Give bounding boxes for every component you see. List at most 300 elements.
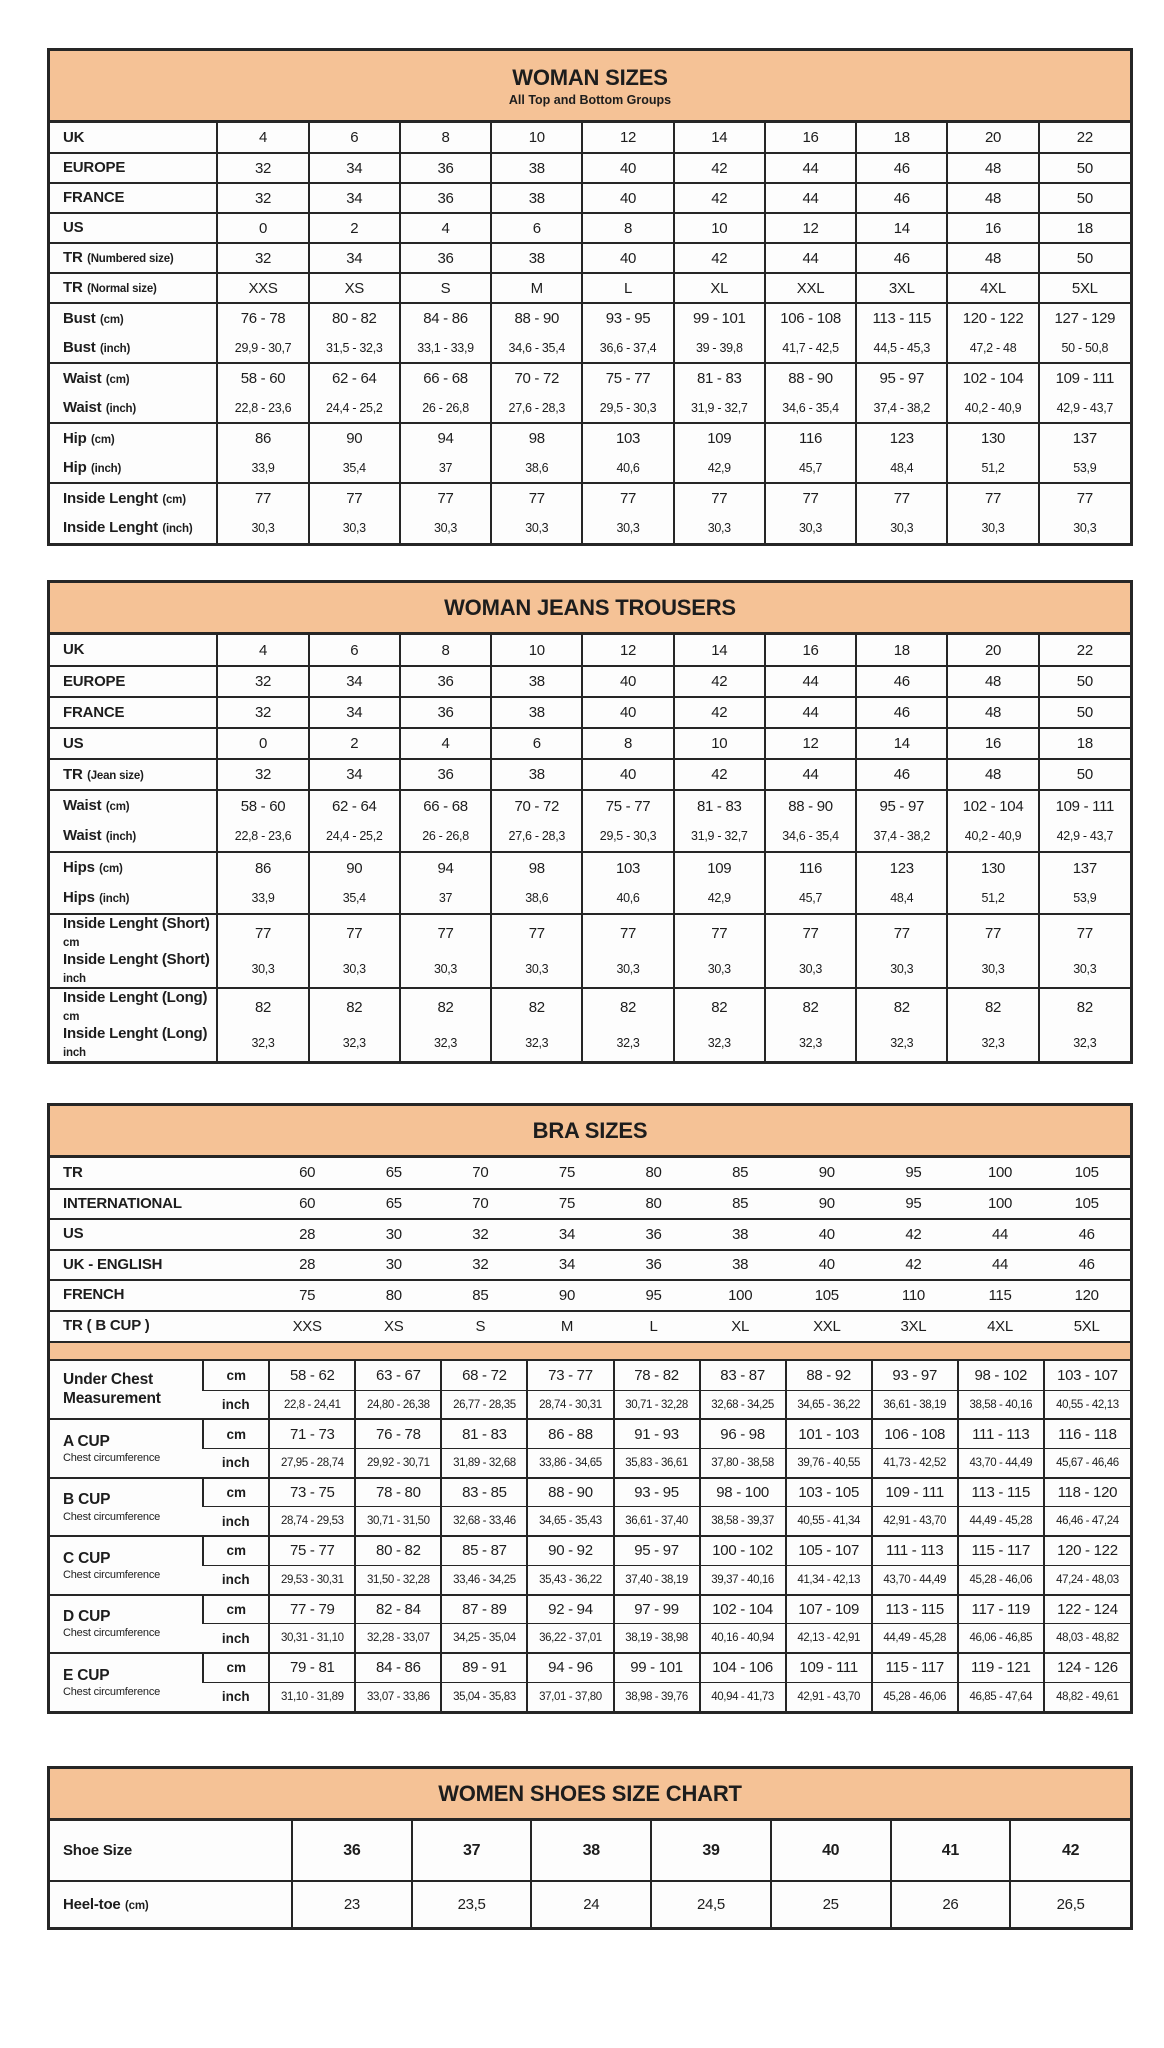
- table-cell: 120 - 122: [947, 303, 1038, 333]
- table-row: [50, 393, 1130, 423]
- table-cell: 53,9: [1039, 883, 1130, 914]
- table-cell: 29,5 - 30,3: [582, 393, 673, 423]
- table-cell: 45,7: [765, 883, 856, 914]
- table-cell: 23,5: [412, 1881, 532, 1927]
- row-label-text: EUROPE: [63, 672, 126, 690]
- table-cell: 30,71 - 32,28: [614, 1390, 700, 1419]
- table-cell: 40,6: [582, 453, 673, 483]
- table-cell: 32,3: [400, 1025, 491, 1061]
- row-label: [50, 951, 217, 988]
- table-cell: M: [524, 1311, 611, 1342]
- table-row: [50, 1390, 1130, 1419]
- table-cell: 66 - 68: [400, 363, 491, 393]
- table-cell: 35,83 - 36,61: [614, 1449, 700, 1478]
- table-cell: 38: [491, 153, 582, 183]
- table-cell: 32: [437, 1250, 524, 1281]
- table-cell: 75 - 77: [582, 790, 673, 821]
- table-cell: 35,4: [309, 883, 400, 914]
- table-cell: 102 - 104: [947, 790, 1038, 821]
- table-row: [50, 453, 1130, 483]
- table-title: BRA SIZES: [532, 1117, 648, 1143]
- table-cell: 98 - 100: [700, 1478, 786, 1507]
- table-cell: 32,28 - 33,07: [355, 1624, 441, 1653]
- table-cell: 80 - 82: [309, 303, 400, 333]
- row-label: [50, 183, 217, 213]
- separator-band: [50, 1341, 1130, 1361]
- table-cell: 40: [582, 759, 673, 790]
- table-cell: 14: [674, 123, 765, 153]
- table-cell: 3XL: [870, 1311, 957, 1342]
- table-cell: 38: [491, 759, 582, 790]
- table-cell: 33,46 - 34,25: [441, 1565, 527, 1594]
- row-label: [50, 483, 217, 513]
- table-cell: 38: [531, 1821, 651, 1881]
- table-cell: 68 - 72: [441, 1361, 527, 1390]
- table-cell: 76 - 78: [217, 303, 308, 333]
- table-cell: 34: [309, 153, 400, 183]
- table-cell: 60: [264, 1158, 351, 1189]
- table-cell: 120 - 122: [1044, 1536, 1130, 1565]
- table-cell: 4: [400, 728, 491, 759]
- row-label-text: UK: [63, 128, 85, 146]
- cup-label-text: B CUP: [63, 1491, 111, 1509]
- row-label-unit: (cm): [100, 313, 124, 326]
- table-cell: 38,6: [491, 883, 582, 914]
- table-cell: 37: [412, 1821, 532, 1881]
- table-cell: 40: [582, 697, 673, 728]
- table-cell: 48,82 - 49,61: [1044, 1682, 1130, 1711]
- table-cell: 36,22 - 37,01: [527, 1624, 613, 1653]
- table-cell: 90: [524, 1280, 611, 1311]
- table-row: [50, 243, 1130, 273]
- table-cell: 97 - 99: [614, 1595, 700, 1624]
- table-cell: 33,9: [217, 883, 308, 914]
- table-row: [50, 1280, 1130, 1311]
- row-label: [50, 1821, 292, 1881]
- table-cell: 50: [1039, 153, 1130, 183]
- table-header: [50, 1769, 1130, 1821]
- table-cell: 44: [765, 243, 856, 273]
- table-cell: 82: [674, 988, 765, 1025]
- table-cell: 42,9 - 43,7: [1039, 393, 1130, 423]
- row-label-text: Inside Lenght (Long): [63, 989, 208, 1006]
- table-cell: 30,3: [1039, 513, 1130, 543]
- table-cell: 42: [1010, 1821, 1130, 1881]
- cup-label-subtext: Chest circumference: [63, 1627, 161, 1640]
- table-cell: 105 - 107: [786, 1536, 872, 1565]
- unit-label: inch: [203, 1682, 269, 1711]
- table-cell: 48,4: [856, 883, 947, 914]
- table-cell: 44: [957, 1250, 1044, 1281]
- unit-label: cm: [203, 1419, 269, 1448]
- table-cell: 42,9: [674, 453, 765, 483]
- table-cell: 85: [697, 1158, 784, 1189]
- unit-label: inch: [203, 1507, 269, 1536]
- table-cell: 77: [1039, 914, 1130, 951]
- table-cell: 38: [491, 183, 582, 213]
- table-cell: 46,06 - 46,85: [958, 1624, 1044, 1653]
- table-row: [50, 153, 1130, 183]
- cup-label: [50, 1536, 203, 1594]
- table-cell: 30,3: [765, 513, 856, 543]
- table-cell: 32,3: [309, 1025, 400, 1061]
- table-cell: 86: [217, 852, 308, 883]
- table-header: [50, 583, 1130, 635]
- unit-label: cm: [203, 1595, 269, 1624]
- row-label-text: Waist: [63, 827, 102, 844]
- table-cell: 80 - 82: [355, 1536, 441, 1565]
- table-cell: 0: [217, 728, 308, 759]
- row-label: [50, 790, 217, 821]
- table-cell: 30,3: [947, 951, 1038, 988]
- table-cell: 32: [217, 153, 308, 183]
- table-cell: 39: [651, 1821, 771, 1881]
- table-cell: 30,3: [217, 951, 308, 988]
- table-row: [50, 1682, 1130, 1711]
- row-label: [50, 914, 217, 951]
- row-label: [50, 363, 217, 393]
- table-cell: 4: [217, 635, 308, 666]
- table-cell: XL: [674, 273, 765, 303]
- row-label-text: Waist: [63, 369, 102, 387]
- table-row: [50, 1219, 1130, 1250]
- table-cell: 51,2: [947, 883, 1038, 914]
- row-label-text: US: [63, 734, 84, 752]
- table-cell: 73 - 75: [269, 1478, 355, 1507]
- table-cell: 42: [674, 243, 765, 273]
- table-cell: 40,94 - 41,73: [700, 1682, 786, 1711]
- row-label: [50, 1189, 264, 1220]
- table-cell: 32,3: [947, 1025, 1038, 1061]
- table-cell: 44,49 - 45,28: [958, 1507, 1044, 1536]
- table-cell: 107 - 109: [786, 1595, 872, 1624]
- table-cell: 70 - 72: [491, 363, 582, 393]
- table-cell: 115 - 117: [958, 1536, 1044, 1565]
- table-cell: 77: [582, 914, 673, 951]
- table-cell: 16: [765, 635, 856, 666]
- row-label-unit: (inch): [105, 831, 137, 843]
- table-title: WOMAN SIZES: [512, 64, 668, 90]
- table-cell: 42,9: [674, 883, 765, 914]
- table-cell: 51,2: [947, 453, 1038, 483]
- table-subtitle: All Top and Bottom Groups: [508, 92, 672, 107]
- table-cell: 36: [610, 1250, 697, 1281]
- table-cell: 109 - 111: [1039, 363, 1130, 393]
- row-label: [50, 213, 217, 243]
- table-cell: 37: [400, 453, 491, 483]
- table-cell: 42: [674, 153, 765, 183]
- table-cell: 77: [491, 914, 582, 951]
- table-cell: 38,58 - 39,37: [700, 1507, 786, 1536]
- table-cell: 103 - 105: [786, 1478, 872, 1507]
- row-label-text: Bust: [63, 309, 96, 327]
- table-row: [50, 333, 1130, 363]
- table-cell: 30,3: [582, 951, 673, 988]
- table-cell: 99 - 101: [614, 1653, 700, 1682]
- table-cell: 41: [891, 1821, 1011, 1881]
- table-cell: 94: [400, 852, 491, 883]
- table-cell: 103: [582, 852, 673, 883]
- row-label-text: Hip: [63, 458, 87, 476]
- table-row: [50, 423, 1130, 453]
- table-cell: 5XL: [1039, 273, 1130, 303]
- table-cell: 111 - 113: [958, 1419, 1044, 1448]
- table-cell: 48: [947, 153, 1038, 183]
- table-row: [50, 759, 1130, 790]
- table-cell: 91 - 93: [614, 1419, 700, 1448]
- table-cell: 34,65 - 36,22: [786, 1390, 872, 1419]
- table-cell: 35,04 - 35,83: [441, 1682, 527, 1711]
- table-cell: 32,3: [582, 1025, 673, 1061]
- row-label-text: FRANCE: [63, 189, 125, 206]
- table-cell: 27,95 - 28,74: [269, 1449, 355, 1478]
- table-cell: 32: [437, 1219, 524, 1250]
- unit-label: inch: [203, 1624, 269, 1653]
- row-label: [50, 1881, 292, 1927]
- table-cell: 58 - 62: [269, 1361, 355, 1390]
- row-label-text: FRENCH: [63, 1286, 125, 1304]
- row-label-text: Hips: [63, 859, 95, 876]
- table-cell: 82: [491, 988, 582, 1025]
- table-cell: 95 - 97: [856, 363, 947, 393]
- table-cell: 26,5: [1010, 1881, 1130, 1927]
- row-label-unit: (Numbered size): [87, 253, 174, 265]
- table-cell: 38,98 - 39,76: [614, 1682, 700, 1711]
- table-cell: 30,31 - 31,10: [269, 1624, 355, 1653]
- table-cell: M: [491, 273, 582, 303]
- table-cell: 109: [674, 423, 765, 453]
- table-cell: 115 - 117: [872, 1653, 958, 1682]
- row-label: [50, 1250, 264, 1281]
- table-cell: 5XL: [1043, 1311, 1130, 1342]
- table-cell: 42: [674, 759, 765, 790]
- row-label: [50, 1280, 264, 1311]
- row-label: [50, 1311, 264, 1342]
- table-cell: 37,4 - 38,2: [856, 821, 947, 852]
- row-label-unit: (cm): [99, 863, 123, 875]
- table-cell: 93 - 95: [614, 1478, 700, 1507]
- bra-conversion-grid: [50, 1158, 1130, 1341]
- table-row: [50, 697, 1130, 728]
- row-label-text: Shoe Size: [63, 1841, 133, 1859]
- table-cell: 31,10 - 31,89: [269, 1682, 355, 1711]
- table-cell: 32,3: [491, 1025, 582, 1061]
- table-cell: 77: [217, 914, 308, 951]
- table-cell: 33,07 - 33,86: [355, 1682, 441, 1711]
- table-cell: 113 - 115: [872, 1595, 958, 1624]
- row-label-unit: (cm): [125, 1899, 149, 1912]
- table-cell: 26,77 - 28,35: [441, 1390, 527, 1419]
- table-cell: 110: [870, 1280, 957, 1311]
- table-cell: 70: [437, 1189, 524, 1220]
- table-cell: 124 - 126: [1044, 1653, 1130, 1682]
- table-row: [50, 790, 1130, 821]
- row-label-text: US: [63, 1225, 84, 1243]
- table-cell: 113 - 115: [958, 1478, 1044, 1507]
- cup-label: [50, 1595, 203, 1653]
- woman-sizes-grid: [50, 123, 1130, 543]
- table-cell: 26 - 26,8: [400, 393, 491, 423]
- table-cell: 98: [491, 852, 582, 883]
- table-cell: 92 - 94: [527, 1595, 613, 1624]
- row-label-text: Inside Lenght: [63, 489, 158, 507]
- spacer: [47, 1064, 1133, 1103]
- table-cell: 95 - 97: [614, 1536, 700, 1565]
- table-cell: 12: [765, 728, 856, 759]
- table-cell: 44,5 - 45,3: [856, 333, 947, 363]
- table-cell: 30,71 - 31,50: [355, 1507, 441, 1536]
- table-cell: 93 - 97: [872, 1361, 958, 1390]
- table-cell: 45,7: [765, 453, 856, 483]
- table-cell: 30,3: [309, 951, 400, 988]
- table-cell: 82: [1039, 988, 1130, 1025]
- row-label: [50, 728, 217, 759]
- table-cell: 42: [870, 1250, 957, 1281]
- table-cell: 46: [856, 183, 947, 213]
- table-cell: 24,4 - 25,2: [309, 821, 400, 852]
- row-label-unit: inch: [63, 973, 86, 985]
- row-label: [50, 333, 217, 363]
- table-cell: 33,86 - 34,65: [527, 1449, 613, 1478]
- row-label: [50, 273, 217, 303]
- table-cell: 85: [437, 1280, 524, 1311]
- table-cell: 38: [491, 697, 582, 728]
- table-cell: 38: [697, 1250, 784, 1281]
- table-cell: 42: [674, 666, 765, 697]
- table-cell: 40,55 - 42,13: [1044, 1390, 1130, 1419]
- table-cell: 70: [437, 1158, 524, 1189]
- table-cell: 27,6 - 28,3: [491, 821, 582, 852]
- table-cell: 93 - 95: [582, 303, 673, 333]
- table-cell: 36,61 - 38,19: [872, 1390, 958, 1419]
- table-cell: S: [400, 273, 491, 303]
- table-cell: 14: [856, 213, 947, 243]
- row-label-unit: (cm): [91, 433, 115, 446]
- table-cell: 80: [610, 1158, 697, 1189]
- table-cell: 65: [350, 1189, 437, 1220]
- table-row: [50, 273, 1130, 303]
- table-cell: 77: [217, 483, 308, 513]
- row-label: [50, 513, 217, 543]
- table-cell: 4: [400, 213, 491, 243]
- table-cell: 34,6 - 35,4: [491, 333, 582, 363]
- row-label: [50, 153, 217, 183]
- table-cell: 24: [531, 1881, 651, 1927]
- table-cell: 106 - 108: [765, 303, 856, 333]
- table-cell: 103 - 107: [1044, 1361, 1130, 1390]
- row-label: [50, 1219, 264, 1250]
- table-cell: 77: [309, 914, 400, 951]
- table-cell: 45,28 - 46,06: [872, 1682, 958, 1711]
- table-cell: 85: [697, 1189, 784, 1220]
- table-cell: 88 - 90: [491, 303, 582, 333]
- unit-label: cm: [203, 1361, 269, 1390]
- table-cell: 28: [264, 1250, 351, 1281]
- row-label: [50, 697, 217, 728]
- table-cell: 30,3: [309, 513, 400, 543]
- table-cell: 98 - 102: [958, 1361, 1044, 1390]
- table-cell: 0: [217, 213, 308, 243]
- table-cell: 77: [947, 483, 1038, 513]
- table-row: [50, 183, 1130, 213]
- table-cell: 87 - 89: [441, 1595, 527, 1624]
- table-cell: 41,7 - 42,5: [765, 333, 856, 363]
- cup-label-text: C CUP: [63, 1549, 111, 1567]
- table-cell: 77: [947, 914, 1038, 951]
- table-cell: 86 - 88: [527, 1419, 613, 1448]
- table-cell: 32,3: [765, 1025, 856, 1061]
- table-cell: 82: [217, 988, 308, 1025]
- table-cell: 44: [765, 666, 856, 697]
- table-cell: 16: [765, 123, 856, 153]
- cup-label-text: D CUP: [63, 1607, 111, 1625]
- table-row: [50, 1419, 1130, 1448]
- table-row: [50, 1536, 1130, 1565]
- table-cell: 32,68 - 33,46: [441, 1507, 527, 1536]
- cup-label: [50, 1653, 203, 1711]
- table-cell: 6: [491, 213, 582, 243]
- table-row: [50, 1250, 1130, 1281]
- table-row: [50, 1507, 1130, 1536]
- table-cell: 42,91 - 43,70: [786, 1682, 872, 1711]
- row-label: [50, 303, 217, 333]
- table-cell: 33,1 - 33,9: [400, 333, 491, 363]
- table-cell: 82: [582, 988, 673, 1025]
- cup-label-subtext: Chest circumference: [63, 1452, 161, 1465]
- cup-label-subtext: Chest circumference: [63, 1569, 161, 1582]
- table-cell: 34: [524, 1219, 611, 1250]
- table-cell: 63 - 67: [355, 1361, 441, 1390]
- row-label: [50, 1025, 217, 1061]
- table-row: [50, 483, 1130, 513]
- table-cell: 36: [400, 153, 491, 183]
- row-label-text: TR: [63, 765, 83, 783]
- row-label-text: Inside Lenght (Short): [63, 951, 210, 968]
- table-cell: 65: [350, 1158, 437, 1189]
- table-cell: 32,68 - 34,25: [700, 1390, 786, 1419]
- table-cell: 119 - 121: [958, 1653, 1044, 1682]
- row-label-text: Inside Lenght (Long): [63, 1025, 208, 1042]
- table-cell: 8: [582, 728, 673, 759]
- table-cell: 109 - 111: [1039, 790, 1130, 821]
- table-row: [50, 1311, 1130, 1342]
- table-cell: 4XL: [947, 273, 1038, 303]
- table-cell: 122 - 124: [1044, 1595, 1130, 1624]
- table-cell: 88 - 90: [527, 1478, 613, 1507]
- table-cell: 32,3: [674, 1025, 765, 1061]
- table-cell: 88 - 90: [765, 363, 856, 393]
- table-cell: 31,89 - 32,68: [441, 1449, 527, 1478]
- table-cell: 105: [1043, 1189, 1130, 1220]
- row-label-text: TR: [63, 279, 83, 296]
- table-cell: 123: [856, 423, 947, 453]
- table-cell: 75: [264, 1280, 351, 1311]
- table-cell: XXL: [783, 1311, 870, 1342]
- table-cell: 77: [765, 914, 856, 951]
- table-cell: 32: [217, 759, 308, 790]
- table-cell: 100: [957, 1158, 1044, 1189]
- table-cell: 40: [582, 153, 673, 183]
- table-cell: XXS: [217, 273, 308, 303]
- table-cell: 40: [783, 1219, 870, 1250]
- table-cell: 95: [870, 1158, 957, 1189]
- table-cell: 44: [765, 759, 856, 790]
- table-cell: 30,3: [582, 513, 673, 543]
- table-cell: 90 - 92: [527, 1536, 613, 1565]
- unit-label: cm: [203, 1536, 269, 1565]
- row-label: [50, 453, 217, 483]
- table-cell: L: [582, 273, 673, 303]
